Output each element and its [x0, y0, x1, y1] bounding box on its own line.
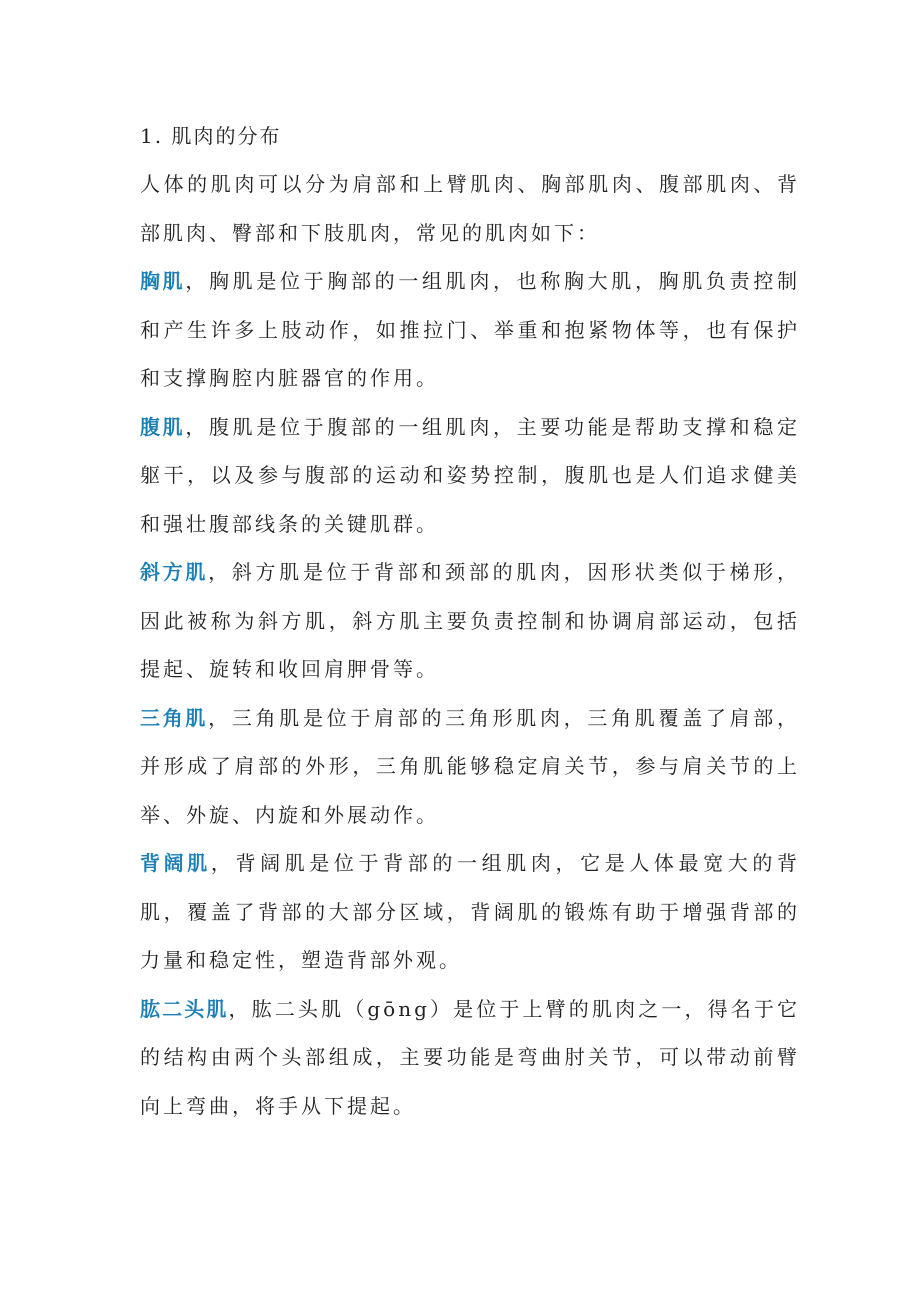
muscle-term: 斜方肌: [140, 560, 209, 584]
muscle-description: ，三角肌是位于肩部的三角形肌肉，三角肌覆盖了肩部，并形成了肩部的外形，三角肌能够稳定肩关节，参与肩关节的上举、外旋、内旋和外展动作。: [140, 705, 801, 827]
muscle-paragraph-trapezius: [140, 548, 800, 694]
muscle-description: ，腹肌是位于腹部的一组肌肉，主要功能是帮助支撑和稳定躯干，以及参与腹部的运动和姿势控制，腹肌也是人们追求健美和强壮腹部线条的关键肌群。: [140, 414, 801, 536]
muscle-description: ，背阔肌是位于背部的一组肌肉，它是人体最宽大的背肌，覆盖了背部的大部分区域，背阔肌的锻炼有助于增强背部的力量和稳定性，塑造背部外观。: [140, 851, 801, 972]
muscle-description: ，斜方肌是位于背部和颈部的肌肉，因形状类似于梯形，因此被称为斜方肌，斜方肌主要负责控制和协调肩部运动，包括提起、旋转和收回肩胛骨等。: [140, 560, 801, 681]
muscle-paragraph-latissimus: [140, 839, 800, 985]
muscle-term: 胸肌: [140, 269, 186, 293]
section-heading: 1. 肌肉的分布: [140, 124, 282, 148]
muscle-term: 背阔肌: [140, 851, 211, 875]
muscle-paragraph-chest: [140, 257, 800, 403]
muscle-description: ，肱二头肌（gōng）是位于上臂的肌肉之一，得名于它的结构由两个头部组成，主要功能是弯曲肘关节，可以带动前臂向上弯曲，将手从下提起。: [140, 996, 801, 1118]
muscle-description: ，胸肌是位于胸部的一组肌肉，也称胸大肌，胸肌负责控制和产生许多上肢动作，如推拉门、举重和抱紧物体等，也有保护和支撑胸腔内脏器官的作用。: [140, 269, 801, 390]
muscle-term: 腹肌: [140, 414, 186, 439]
muscle-paragraph-deltoid: [140, 694, 800, 840]
muscle-term: 三角肌: [140, 705, 209, 730]
muscle-paragraph-abdominal: [140, 403, 800, 549]
intro-paragraph: 人体的肌肉可以分为肩部和上臂肌肉、胸部肌肉、腹部肌肉、背部肌肉、臀部和下肢肌肉，常见的肌肉如下：: [140, 172, 800, 245]
muscle-term: 肱二头肌: [140, 996, 229, 1021]
document-page: [140, 112, 800, 1130]
muscle-paragraph-biceps: [140, 985, 800, 1131]
